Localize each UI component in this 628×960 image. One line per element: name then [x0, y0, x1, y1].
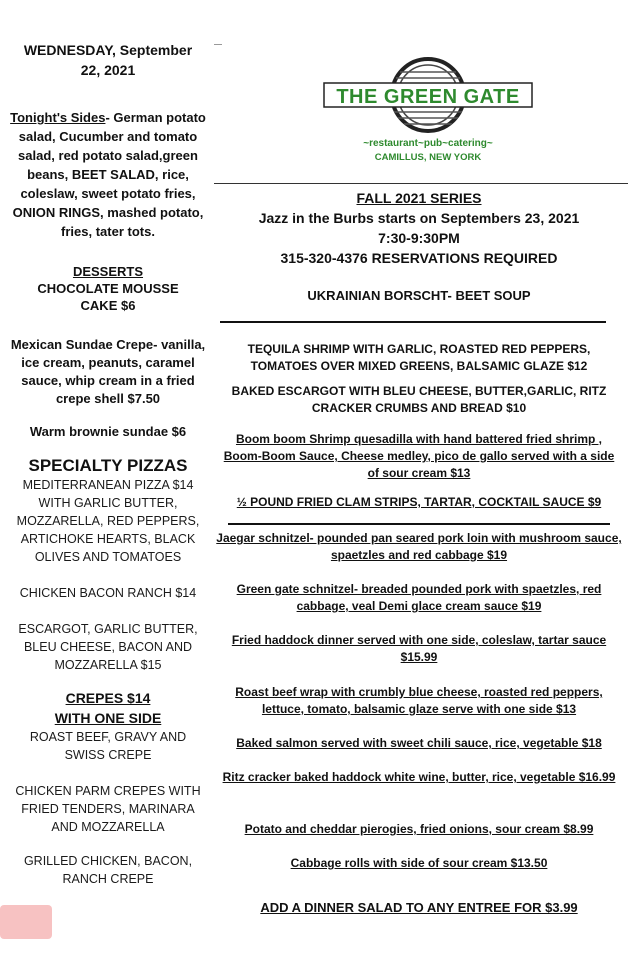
crepe-3: GRILLED CHICKEN, BACON, RANCH CREPE: [23, 854, 193, 886]
crepes-heading-1: CREPES $14: [65, 690, 151, 706]
menu-item-2-text: BAKED ESCARGOT WITH BLEU CHEESE, BUTTER,GARLIC, RITZ CRACKER CRUMBS AND BREAD $10: [231, 384, 607, 415]
pizza-3: ESCARGOT, GARLIC BUTTER, BLEU CHEESE, BACON AND MOZZARELLA $15: [18, 622, 198, 672]
dessert-1-line-2: CAKE $6: [80, 298, 136, 313]
series-time: 7:30-9:30PM: [378, 230, 460, 246]
sides-text: - German potato salad, Cucumber and tomato salad, red potato salad,green beans, BEET SALAD, rice, coleslaw, sweet potato fries, ONION RINGS, mashed potato, fries, tater tots.: [12, 110, 206, 239]
menu-item-10-text: Ritz cracker baked haddock white wine, butter, rice, vegetable $16.99: [222, 770, 616, 784]
menu-item-1: [214, 341, 624, 375]
sides-label: Tonight's Sides: [10, 110, 106, 125]
series-title: FALL 2021 SERIES: [356, 190, 482, 206]
series-event: Jazz in the Burbs starts on Septembers 23, 2021: [258, 210, 580, 226]
menu-item-12-text: Cabbage rolls with side of sour cream $13.50: [290, 856, 548, 870]
logo-location: CAMILLUS, NEW YORK: [374, 152, 482, 163]
menu-item-8: [218, 684, 620, 718]
menu-item-9: [214, 735, 624, 752]
pizzas-heading: SPECIALTY PIZZAS: [28, 456, 188, 475]
corner-mark: [214, 44, 222, 45]
smudge-mark: [0, 905, 52, 939]
left-column: [8, 40, 208, 888]
dessert-3: Warm brownie sundae $6: [29, 424, 187, 439]
dessert-1-line-1: CHOCOLATE MOUSSE: [37, 281, 179, 296]
pizza-2: CHICKEN BACON RANCH $14: [19, 586, 197, 600]
sides-paragraph: [8, 108, 208, 241]
menu-item-5-text: Jaegar schnitzel- pounded pan seared pork loin with mushroom sauce, spaetzles and red cabbage $19: [216, 531, 622, 562]
menu-item-8-text: Roast beef wrap with crumbly blue cheese, roasted red peppers, lettuce, tomato, balsamic glaze serve with one side $13: [235, 685, 603, 716]
dessert-2: Mexican Sundae Crepe- vanilla, ice cream, peanuts, caramel sauce, whip cream in a fried crepe shell $7.50: [10, 337, 206, 406]
crepes-heading-2: WITH ONE SIDE: [54, 710, 162, 726]
menu-item-10: [214, 769, 624, 786]
series-block: [214, 188, 624, 268]
menu-item-3-text: Boom boom Shrimp quesadilla with hand battered fried shrimp , Boom-Boom Sauce, Cheese medley, pico de gallo served with a side of sour cream $13: [223, 432, 615, 480]
logo-tagline: ~restaurant~pub~catering~: [363, 138, 493, 149]
menu-item-5: [214, 530, 624, 564]
crepe-2: CHICKEN PARM CREPES WITH FRIED TENDERS, MARINARA AND MOZZARELLA: [15, 784, 201, 834]
date-line-2: 22, 2021: [80, 62, 136, 78]
menu-item-9-text: Baked salmon served with sweet chili sauce, rice, vegetable $18: [236, 736, 602, 750]
soup-block: [214, 288, 624, 303]
logo-name: THE GREEN GATE: [336, 86, 520, 108]
pizza-1: MEDITERRANEAN PIZZA $14 WITH GARLIC BUTTER, MOZZARELLA, RED PEPPERS, ARTICHOKE HEARTS, BLACK OLIVES AND TOMATOES: [16, 478, 200, 564]
menu-item-2: [214, 383, 624, 417]
crepe-1: ROAST BEEF, GRAVY AND SWISS CREPE: [29, 730, 187, 762]
menu-item-7-text: Fried haddock dinner served with one side, coleslaw, tartar sauce $15.99: [231, 633, 607, 664]
footer-block: [214, 899, 624, 917]
soup-divider: [220, 321, 606, 323]
item-divider: [228, 523, 610, 525]
series-phone: 315-320-4376 RESERVATIONS REQUIRED: [280, 250, 558, 266]
menu-item-4-text: ½ POUND FRIED CLAM STRIPS, TARTAR, COCKTAIL SAUCE $9: [236, 495, 602, 509]
menu-item-7: [214, 632, 624, 666]
menu-item-4: [214, 494, 624, 511]
menu-item-11-text: Potato and cheddar pierogies, fried onions, sour cream $8.99: [244, 822, 594, 836]
soup-item: UKRAINIAN BORSCHT- BEET SOUP: [307, 288, 531, 303]
dinner-salad-note: ADD A DINNER SALAD TO ANY ENTREE FOR $3.99: [260, 900, 578, 915]
menu-item-11: [214, 821, 624, 838]
logo: [318, 50, 538, 170]
menu-item-3: [218, 431, 620, 482]
menu-item-6-text: Green gate schnitzel- breaded pounded pork with spaetzles, red cabbage, veal Demi glace cream sauce $19: [236, 582, 602, 613]
desserts-heading: DESSERTS: [72, 264, 144, 279]
menu-item-6: [214, 581, 624, 615]
menu-item-1-text: TEQUILA SHRIMP WITH GARLIC, ROASTED RED PEPPERS, TOMATOES OVER MIXED GREENS, BALSAMIC GLAZE $12: [247, 342, 591, 373]
menu-item-12: [214, 855, 624, 872]
header-divider: [214, 183, 628, 184]
date-line-1: WEDNESDAY, September: [23, 42, 193, 58]
